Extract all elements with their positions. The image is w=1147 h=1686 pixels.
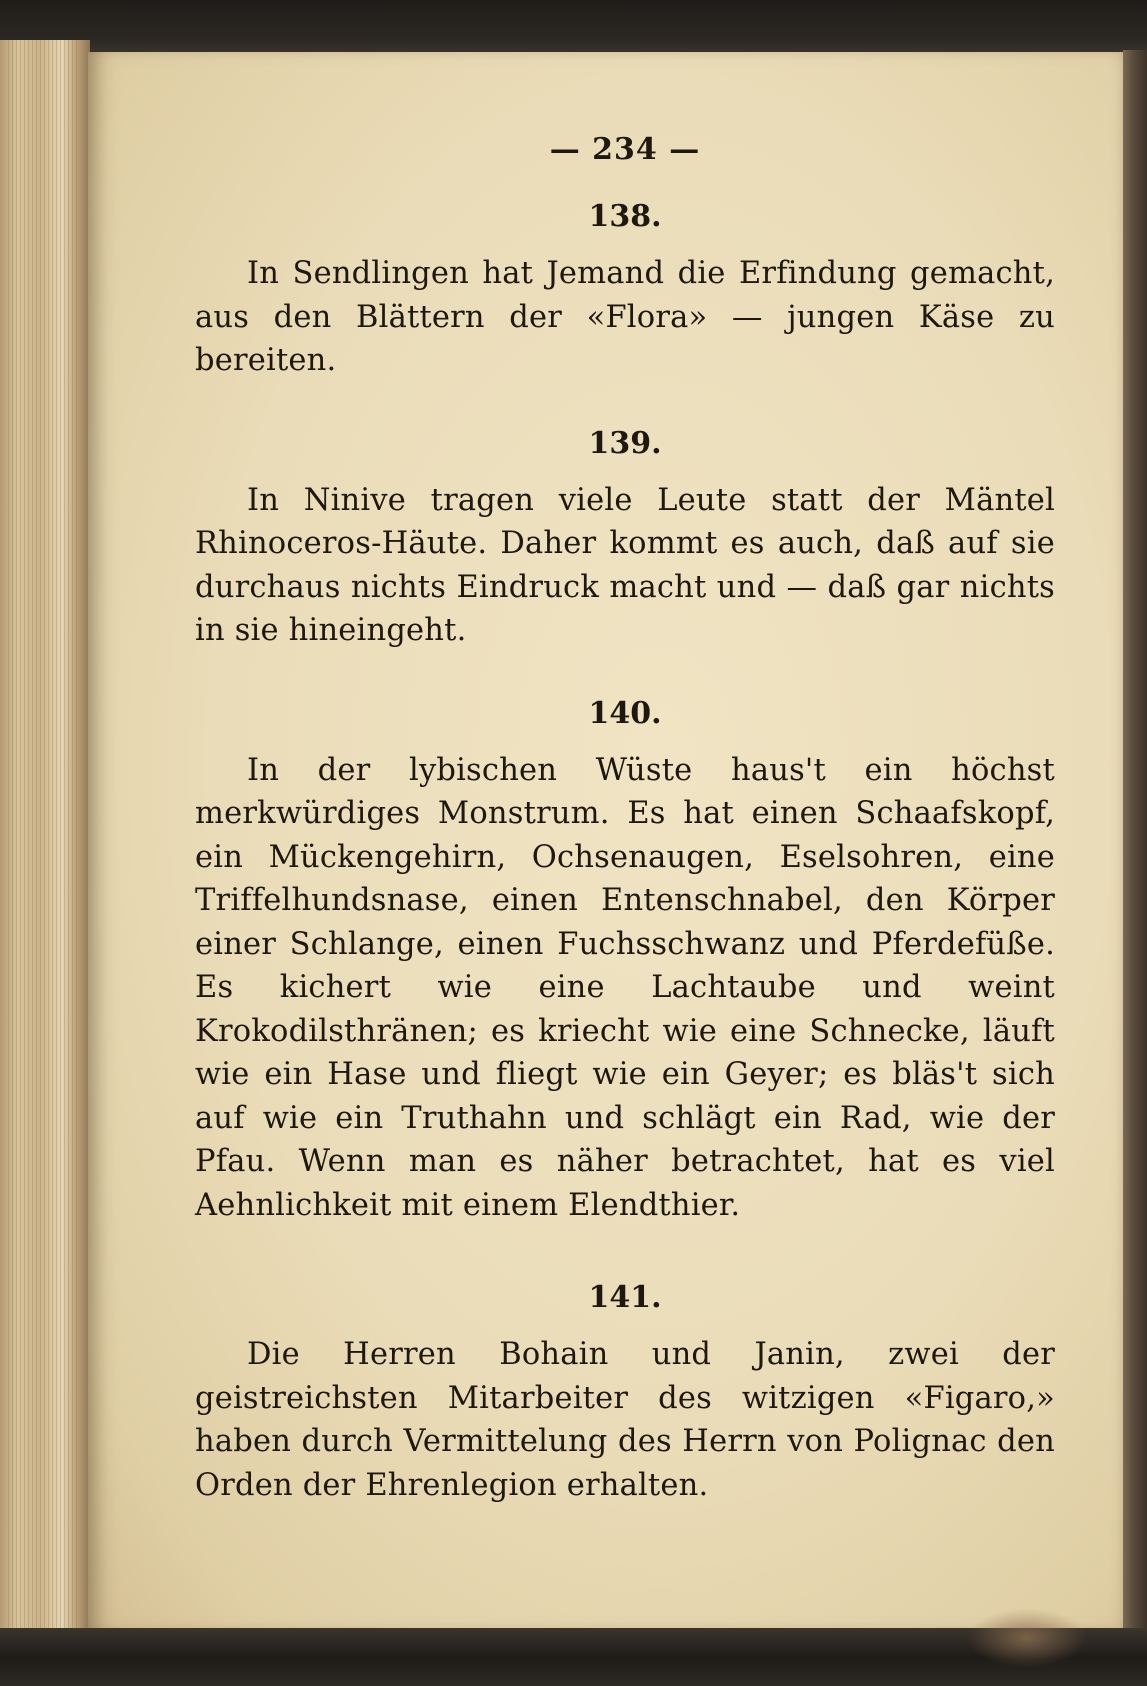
entry-text: In Ninive tragen viele Leute statt der Mäntel Rhinoceros-Häute. Daher kommt es auch, daß auf sie durchaus nichts Eindruck macht und — daß gar nichts in sie hineingeht. <box>195 482 1055 648</box>
entry-140 <box>195 693 1055 1228</box>
entry-text: In Sendlingen hat Jemand die Erfindung gemacht, aus den Blättern der «Flora» — jungen Käse zu bereiten. <box>195 256 1055 378</box>
entry-number: 139. <box>588 425 662 461</box>
page-number: — 234 — <box>549 132 701 167</box>
cover-wear <box>967 1608 1087 1668</box>
entry-number: 138. <box>588 199 662 234</box>
entry-text: In der lybischen Wüste haus't ein höchst merkwürdiges Monstrum. Es hat einen Schaafskopf, ein Mückengehirn, Ochsenaugen, Eselsohren, eine Triffelhundsnase, einen Entenschnabel, den Körper einer Schlange, einen Fuchsschwanz und Pferdefüße. Es kichert wie eine Lachtaube und weint Krokodilsthränen; es kriecht wie eine Schnecke, läuft wie ein Hase und fliegt wie ein Geyer; es bläs't sich auf wie ein Truthahn und schlägt ein Rad, wie der Pfau. Wenn man es näher betrachtet, hat es viel Aehnlichkeit mit einem Elendthier. <box>195 752 1055 1223</box>
entry-number: 141. <box>588 1280 662 1315</box>
entry-141 <box>195 1277 1055 1507</box>
entry-138 <box>195 196 1055 383</box>
page-content <box>195 130 1055 1507</box>
entry-number: 140. <box>588 695 662 731</box>
right-page-edge <box>1123 50 1147 1640</box>
entry-text: Die Herren Bohain und Janin, zwei der geistreichsten Mitarbeiter des witzigen «Figaro,» haben durch Vermittelung des Herrn von Polignac den Orden der Ehrenlegion erhalten. <box>195 1337 1055 1503</box>
entry-139 <box>195 423 1055 653</box>
page-edges <box>8 40 78 1640</box>
